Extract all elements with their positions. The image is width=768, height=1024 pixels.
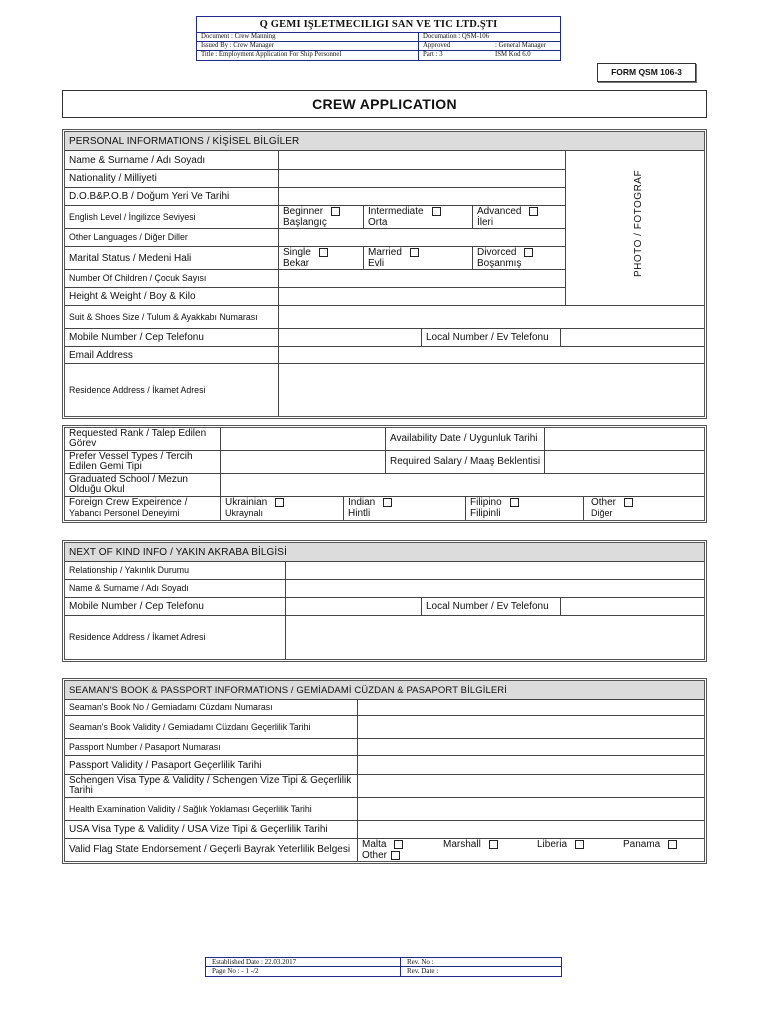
english-beginner-option[interactable] [283,206,340,228]
ukrainian-checkbox[interactable] [275,498,284,507]
health-exam-label: Health Examination Validity / Sağlık Yoklaması Geçerlilik Tarihi [69,803,312,814]
english-advanced-option[interactable] [477,206,538,228]
flag-liberia-option[interactable] [537,839,584,850]
label-en: Foreign Crew Expeirence / [69,497,188,508]
single-checkbox[interactable] [319,248,328,257]
header-ism: ISM Kod 6.0 [495,51,531,58]
company-name: Q GEMI IŞLETMECILIGI SAN VE TIC LTD.ŞTI [197,17,560,33]
option-label: Malta [362,839,387,850]
other-languages-label: Other Languages / Diğer Diller [69,232,188,242]
mobile-number-label: Mobile Number / Cep Telefonu [69,332,204,343]
other-languages-input[interactable] [279,229,565,246]
foreign-experience-label [69,497,187,519]
header-documation: Documation : QSM-106 [423,33,490,40]
seamans-book-no-input[interactable] [358,700,704,715]
footer-row [206,967,561,976]
kin-residence-label: Residence Address / İkamet Adresi [69,632,206,642]
marital-single-option[interactable] [283,247,328,269]
availability-date-input[interactable] [545,428,704,450]
option-label-tr: Diğer [591,508,613,518]
foreign-filipino-option[interactable] [470,497,519,519]
usa-visa-label: USA Visa Type & Validity / USA Vize Tipi & Geçerlilik Tarihi [69,824,328,835]
marital-status-label: Marital Status / Medeni Hali [69,252,192,264]
requested-rank-label: Requested Rank / Talep Edilen Görev [69,427,207,449]
header-approved: Approved [423,42,451,49]
prefer-vessel-input[interactable] [221,451,385,473]
option-label: Filipino [470,497,502,508]
dob-input[interactable] [279,188,565,205]
footer-row [206,958,561,967]
suit-shoes-input[interactable] [279,306,704,328]
header-blank [491,33,560,41]
established-date: Established Date : 22.03.2017 [206,958,401,966]
option-label-tr: Bekar [283,258,310,269]
seamans-book-validity-label: Seaman's Book Validity / Gemiadamı Cüzdanı Geçerlilik Tarihi [69,721,311,732]
residence-address-input[interactable] [279,364,704,416]
kin-residence-input[interactable] [286,616,704,659]
option-label: Married [368,247,402,258]
married-checkbox[interactable] [410,248,419,257]
graduated-school-input[interactable] [221,474,704,496]
section-heading: NEXT OF KIND INFO / YAKIN AKRABA BİLGİSİ [65,543,704,561]
option-label: Other [591,497,617,508]
foreign-indian-option[interactable] [348,497,392,519]
job-section [62,425,707,523]
residence-address-label: Residence Address / İkamet Adresi [69,384,206,395]
documents-section [62,678,707,864]
kin-local-input[interactable] [561,598,704,615]
option-label: Beginner [283,206,324,217]
revision-date: Rev. Date : [407,967,439,975]
next-of-kin-section [62,540,707,662]
email-input[interactable] [279,347,704,363]
option-label: Intermediate [368,206,424,217]
prefer-vessel-label: Prefer Vessel Types / Tercih Edilen Gemi Tipi [69,450,193,472]
nationality-input[interactable] [279,170,565,187]
flag-other-option[interactable] [362,850,400,861]
required-salary-input[interactable] [545,451,704,473]
option-label: Indian [348,497,376,508]
header-approver: : General Manager [495,42,546,49]
mobile-number-input[interactable] [279,329,421,346]
option-label: Panama [623,839,661,850]
photo-label: PHOTO / FOTOGRAF [633,169,644,277]
flag-marshall-option[interactable] [443,839,498,850]
header-row [197,51,560,60]
document-footer [205,957,562,977]
liberia-checkbox[interactable] [575,840,584,849]
header-part: Part : 3 [423,51,443,58]
seamans-book-validity-input[interactable] [358,716,704,738]
marital-divorced-option[interactable] [477,247,533,269]
panama-checkbox[interactable] [668,840,677,849]
name-surname-input[interactable] [279,151,565,169]
usa-visa-input[interactable] [358,821,704,838]
section-heading: SEAMAN'S BOOK & PASSPORT INFORMATIONS / GEMİADAMİ CÜZDAN & PASAPORT BİLGİLERİ [65,681,704,699]
option-label-tr: Ukraynalı [225,508,264,518]
kin-name-label: Name & Surname / Adı Soyadı [69,583,189,593]
passport-validity-input[interactable] [358,756,704,774]
revision-number: Rev. No : [407,958,434,966]
form-number-badge: FORM QSM 106-3 [597,63,696,82]
requested-rank-input[interactable] [221,428,385,450]
option-label: Divorced [477,247,517,258]
graduated-school-label: Graduated School / Mezun Olduğu Okul [69,473,188,495]
indian-checkbox[interactable] [383,498,392,507]
personal-section [62,129,707,419]
option-label: Advanced [477,206,522,217]
name-surname-label: Name & Surname / Adı Soyadı [69,154,206,166]
local-number-input[interactable] [561,329,704,346]
option-label: Single [283,247,311,258]
header-row [197,33,560,42]
children-input[interactable] [279,270,565,287]
dob-label: D.O.B&P.O.B / Doğum Yeri Ve Tarihi [69,191,230,202]
document-header [196,16,561,61]
marshall-checkbox[interactable] [489,840,498,849]
header-row [197,42,560,51]
option-label-tr: Başlangıç [283,217,327,228]
option-label-tr: Evli [368,258,385,269]
kin-mobile-input[interactable] [286,598,421,615]
form-title: CREW APPLICATION [62,90,707,118]
section-heading: PERSONAL INFORMATIONS / KİŞİSEL BİLGİLER [65,132,704,150]
option-label: Other [362,850,388,861]
other-checkbox[interactable] [624,498,633,507]
foreign-other-option[interactable] [591,497,633,519]
passport-number-input[interactable] [358,739,704,755]
local-number-label: Local Number / Ev Telefonu [426,332,549,343]
flag-endorsement-label: Valid Flag State Endorsement / Geçerli Bayrak Yeterlilik Belgesi [69,843,351,855]
flag-malta-option[interactable] [362,839,403,850]
divorced-checkbox[interactable] [524,248,533,257]
relationship-label: Relationship / Yakınlık Durumu [69,565,189,575]
marital-married-option[interactable] [368,247,419,269]
option-label-tr: Orta [368,217,388,228]
option-label-tr: Filipinli [470,508,501,519]
option-label-tr: İleri [477,217,494,228]
schengen-visa-label: Schengen Visa Type & Validity / Schengen Vize Tipi & Geçerlilik Tarihi [69,774,352,796]
option-label-tr: Hintli [348,508,371,519]
option-label: Liberia [537,839,568,850]
malta-checkbox[interactable] [394,840,403,849]
seamans-book-no-label: Seaman's Book No / Gemiadamı Cüzdanı Numarası [69,702,273,712]
children-label: Number Of Children / Çocuk Sayısı [69,273,207,283]
kin-local-label: Local Number / Ev Telefonu [426,601,549,612]
height-weight-label: Height & Weight / Boy & Kilo [69,291,196,302]
english-level-label: English Level / İngilizce Seviyesi [69,211,196,222]
option-label: Ukrainian [225,497,268,508]
required-salary-label: Required Salary / Maaş Beklentisi [390,455,541,467]
beginner-checkbox[interactable] [331,207,340,216]
label-tr: Yabancı Personel Deneyimi [69,508,180,518]
height-weight-input[interactable] [279,288,565,305]
kin-mobile-label: Mobile Number / Cep Telefonu [69,601,204,612]
foreign-ukrainian-option[interactable] [225,497,284,519]
intermediate-checkbox[interactable] [432,207,441,216]
header-title: Title : Employment Application For Ship Personnel [197,51,419,60]
advanced-checkbox[interactable] [529,207,538,216]
health-exam-input[interactable] [358,798,704,820]
relationship-input[interactable] [286,562,704,579]
page-number: Page No : - 1 -/2 [206,967,401,976]
availability-date-label: Availability Date / Uygunluk Tarihi [390,432,538,444]
option-label-tr: Boşanmış [477,258,522,269]
passport-validity-label: Passport Validity / Pasaport Geçerlilik Tarihi [69,759,262,771]
option-label: Marshall [443,839,481,850]
header-document: Document : Crew Manning [197,33,419,41]
passport-number-label: Passport Number / Pasaport Numarası [69,741,221,752]
english-intermediate-option[interactable] [368,206,441,228]
schengen-visa-input[interactable] [358,775,704,797]
header-issued-by: Issued By : Crew Manager [197,42,419,50]
flag-other-checkbox[interactable] [391,851,400,860]
kin-name-input[interactable] [286,580,704,597]
filipino-checkbox[interactable] [510,498,519,507]
email-label: Email Address [69,349,133,361]
suit-shoes-label: Suit & Shoes Size / Tulum & Ayakkabı Numarası [69,311,258,322]
flag-panama-option[interactable] [623,839,677,850]
nationality-label: Nationality / Milliyeti [69,173,157,184]
